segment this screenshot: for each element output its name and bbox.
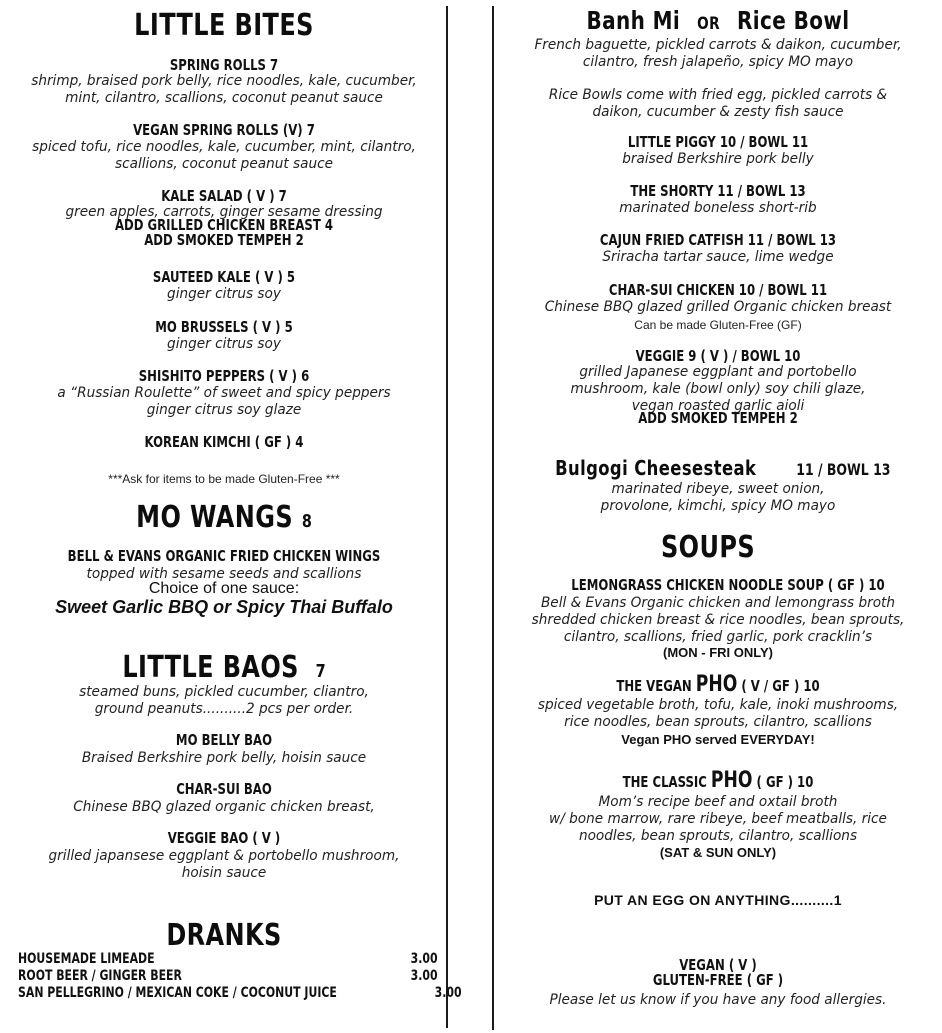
item-name-post: ( GF ) 10 [756,773,814,791]
section-price: 8 [301,511,312,532]
drink-row [18,968,438,985]
item-desc: grilled japansese eggplant & portobello mushroom, [48,848,400,864]
item-little-piggy: LITTLE PIGGY 10 / BOWL 11 [627,133,809,151]
item-char-sui-chicken: CHAR-SUI CHICKEN 10 / BOWL 11 [608,281,828,299]
gluten-free-note: ***Ask for items to be made Gluten-Free *** [108,472,340,486]
drink-row [18,985,462,1002]
drink-name: ROOT BEER / GINGER BEER [18,968,182,984]
section-title-little-bites: LITTLE BITES [134,8,314,43]
item-desc: ginger citrus soy [167,336,281,352]
item-desc: Bell & Evans Organic chicken and lemongrass broth [540,595,896,611]
item-desc: noodles, bean sprouts, cilantro, scallions [578,828,858,844]
egg-add-on: PUT AN EGG ON ANYTHING..........1 [594,892,842,908]
title-rice-bowl: Rice Bowl [736,6,850,35]
item-korean-kimchi: KOREAN KIMCHI ( GF ) 4 [144,433,304,451]
drink-price: 3.00 [411,968,438,984]
item-desc: rice noodles, bean sprouts, cilantro, scallions [564,714,872,730]
item-classic-pho [543,768,892,793]
legend-gluten-free: GLUTEN-FREE ( GF ) [652,971,784,989]
item-desc: scallions, coconut peanut sauce [115,156,333,172]
section-desc: cilantro, fresh jalapeño, spicy MO mayo [582,54,854,70]
item-desc: Sriracha tartar sauce, lime wedge [602,249,834,265]
item-desc: provolone, kimchi, spicy MO mayo [600,498,836,514]
item-mo-belly-bao: MO BELLY BAO [175,731,273,749]
item-desc: mint, cilantro, scallions, coconut peanut sauce [65,90,383,106]
item-desc: mushroom, kale (bowl only) soy chili glaze, [570,381,866,397]
item-desc: Mom’s recipe beef and oxtail broth [598,794,838,810]
title-banh-mi: Banh Mi [586,6,681,35]
item-desc: ginger citrus soy [167,286,281,302]
item-desc: spiced vegetable broth, tofu, kale, inoki mushrooms, [537,697,899,713]
allergy-note: Please let us know if you have any food allergies. [549,992,887,1008]
section-desc: French baguette, pickled carrots & daikon, cucumber, [534,37,902,53]
availability-note: (SAT & SUN ONLY) [659,845,777,860]
item-spring-rolls: SPRING ROLLS 7 [169,56,279,74]
item-desc: Chinese BBQ glazed grilled Organic chicken breast [544,299,892,315]
item-desc: cilantro, scallions, fried garlic, pork cracklin’s [563,629,873,645]
section-title-text: LITTLE BAOS [122,650,299,685]
item-desc: shrimp, braised pork belly, rice noodles, kale, cucumber, [31,73,417,89]
item-desc: vegan roasted garlic aioli [631,398,805,414]
item-name-pre: THE VEGAN [616,677,692,695]
drink-name: HOUSEMADE LIMEADE [18,951,155,967]
section-desc: steamed buns, pickled cucumber, cliantro, [79,684,369,700]
sauce-choice-options: Sweet Garlic BBQ or Spicy Thai Buffalo [55,597,393,617]
item-veggie-bao: VEGGIE BAO ( V ) [167,829,281,847]
item-lemongrass-soup: LEMONGRASS CHICKEN NOODLE SOUP ( GF ) 10 [571,576,885,594]
item-desc: hoisin sauce [181,865,267,881]
item-char-sui-bao: CHAR-SUI BAO [176,780,272,798]
item-desc: marinated ribeye, sweet onion, [611,481,825,497]
item-vegan-pho [543,672,892,697]
bowl-desc: Rice Bowls come with fried egg, pickled carrots & [548,87,888,103]
item-bulgogi-cheesesteak [494,456,942,480]
bulgogi-name: Bulgogi Cheesesteak [554,456,757,480]
item-name-pre: THE CLASSIC [622,773,707,791]
item-kale-salad: KALE SALAD ( V ) 7 [161,187,287,205]
item-desc: ginger citrus soy glaze [146,402,302,418]
section-price: 7 [315,661,326,682]
item-the-shorty: THE SHORTY 11 / BOWL 13 [630,182,806,200]
drink-price: 3.00 [411,951,438,967]
item-veggie: VEGGIE 9 ( V ) / BOWL 10 [635,347,801,365]
item-sauteed-kale: SAUTEED KALE ( V ) 5 [152,268,296,286]
drink-price: 3.00 [434,985,462,1001]
addon-smoked-tempeh: ADD SMOKED TEMPEH 2 [638,409,798,427]
pho-word: PHO [710,768,753,793]
bulgogi-price: 11 / BOWL 13 [795,460,891,479]
item-desc: spiced tofu, rice noodles, kale, cucumber, mint, cilantro, [32,139,416,155]
item-cajun-fried-catfish: CAJUN FRIED CATFISH 11 / BOWL 13 [599,231,837,249]
pho-word: PHO [695,672,738,697]
item-desc: topped with sesame seeds and scallions [86,566,362,582]
section-title-little-baos [45,650,403,685]
item-desc: w/ bone marrow, rare ribeye, beef meatballs, rice [549,811,887,827]
item-desc: Chinese BBQ glazed organic chicken breast, [73,799,375,815]
item-desc: a “Russian Roulette” of sweet and spicy peppers [57,385,391,401]
legend-vegan: VEGAN ( V ) [679,956,757,974]
item-desc: shredded chicken breast & rice noodles, bean sprouts, [531,612,905,628]
gluten-free-note: Can be made Gluten-Free (GF) [634,318,802,332]
section-title-banh-mi [539,6,897,35]
item-mo-brussels: MO BRUSSELS ( V ) 5 [155,318,293,336]
section-title-text: MO WANGS [136,500,294,535]
drinks-list [18,951,462,1002]
item-desc: braised Berkshire pork belly [622,151,814,167]
bowl-desc: daikon, cucumber & zesty fish sauce [592,104,844,120]
drink-row [18,951,438,968]
addon-smoked-tempeh: ADD SMOKED TEMPEH 2 [144,231,304,249]
section-title-dranks: DRANKS [166,918,282,953]
item-name-post: ( V / GF ) 10 [741,677,820,695]
title-or: OR [697,14,720,34]
section-title-soups: SOUPS [660,530,756,565]
addon-grilled-chicken: ADD GRILLED CHICKEN BREAST 4 [114,216,334,234]
item-vegan-spring-rolls: VEGAN SPRING ROLLS (V) 7 [133,121,315,139]
availability-note: (MON - FRI ONLY) [662,645,773,660]
drink-name: SAN PELLEGRINO / MEXICAN COKE / COCONUT JUICE [18,985,337,1001]
section-title-mo-wangs [45,500,403,535]
section-desc: ground peanuts..........2 pcs per order. [94,701,354,717]
item-desc: marinated boneless short-rib [619,200,817,216]
item-desc: Braised Berkshire pork belly, hoisin sauce [81,750,367,766]
menu-column-left [0,0,462,1033]
menu-column-right [494,0,942,1033]
item-shishito-peppers: SHISHITO PEPPERS ( V ) 6 [138,367,310,385]
item-chicken-wings: BELL & EVANS ORGANIC FRIED CHICKEN WINGS [67,547,381,565]
sauce-choice-label: Choice of one sauce: [148,580,300,597]
availability-note: Vegan PHO served EVERYDAY! [621,732,815,747]
item-desc: grilled Japanese eggplant and portobello [579,364,857,380]
item-desc: green apples, carrots, ginger sesame dressing [65,204,383,220]
